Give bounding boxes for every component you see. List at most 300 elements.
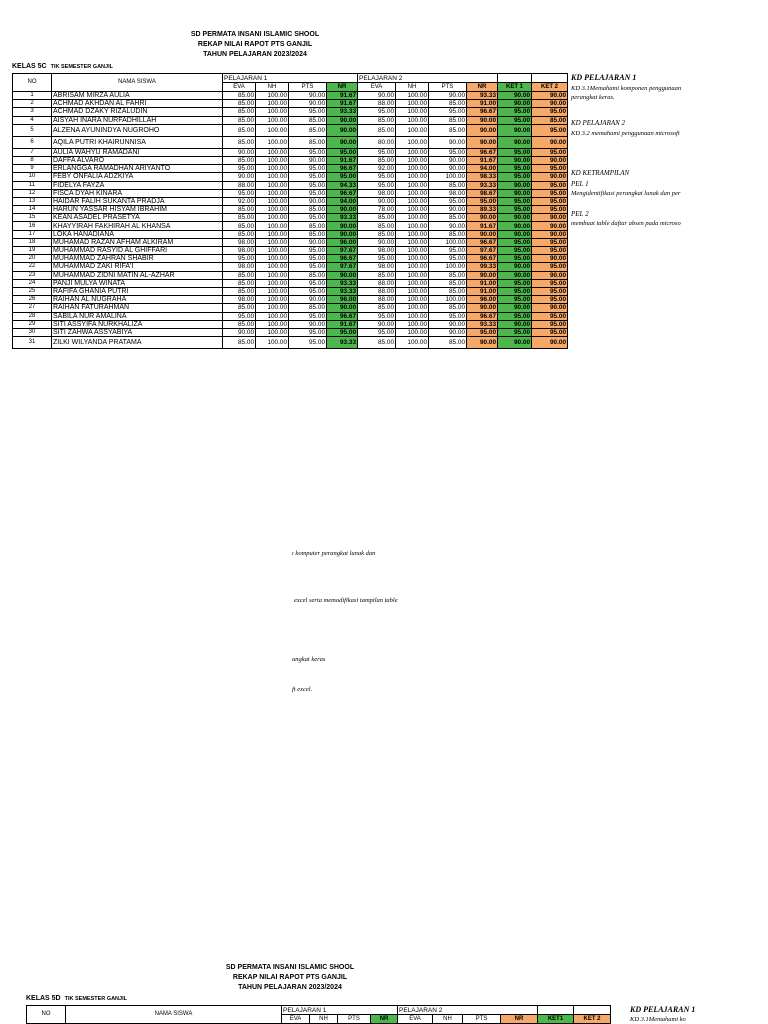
cell-eva-1: 85.00 <box>223 287 256 295</box>
cell-name: DAFFA ALVARO <box>52 156 223 164</box>
cell-name: AULIA WAHYU RAMADANI <box>52 148 223 156</box>
header-nh-1: NH <box>310 1015 338 1024</box>
header-nr-1: NR <box>327 83 358 92</box>
cell-nr-2: 91.00 <box>467 287 498 295</box>
cell-eva-1: 85.00 <box>223 271 256 279</box>
cell-pts-1: 85.00 <box>289 222 327 230</box>
cell-eva-1: 85.00 <box>223 206 256 214</box>
cell-ket-1: 95.00 <box>498 197 532 205</box>
cell-name: HAIDAR FALIH SUKANTA PRADJA <box>52 197 223 205</box>
cell-eva-2: 92.00 <box>358 165 396 173</box>
cell-nr-2: 96.67 <box>467 238 498 246</box>
table-row <box>13 165 568 173</box>
cell-nr-2: 90.00 <box>467 304 498 312</box>
cell-ket-1: 90.00 <box>498 124 532 136</box>
cell-nr-2: 96.67 <box>467 255 498 263</box>
cell-pts-2: 95.00 <box>429 148 467 156</box>
overflow-fragment: ft excel. <box>292 686 313 693</box>
cell-eva-2: 88.00 <box>358 100 396 108</box>
cell-pts-1: 95.00 <box>289 214 327 222</box>
cell-no: 18 <box>13 238 52 246</box>
cell-name: AISYAH INARA NURFADHILLAH <box>52 116 223 124</box>
cell-nh-1: 100.00 <box>256 100 289 108</box>
cell-eva-2: 85.00 <box>358 271 396 279</box>
cell-pts-1: 90.00 <box>289 320 327 328</box>
cell-nh-1: 100.00 <box>256 222 289 230</box>
header-eva-1: EVA <box>223 83 256 92</box>
cell-nh-2: 100.00 <box>396 304 429 312</box>
cell-eva-2: 85.00 <box>358 214 396 222</box>
header-pts-2: PTS <box>463 1015 501 1024</box>
cell-ket-2: 90.00 <box>532 173 568 181</box>
cell-nr-2: 90.00 <box>467 271 498 279</box>
cell-nh-1: 100.00 <box>256 279 289 287</box>
cell-name: FISCA DYAH KINARA <box>52 189 223 197</box>
table-row <box>13 222 568 230</box>
cell-nr-1: 90.00 <box>327 206 358 214</box>
cell-nh-2: 100.00 <box>396 181 429 189</box>
cell-ket-2: 90.00 <box>532 304 568 312</box>
cell-ket-2: 90.00 <box>532 214 568 222</box>
cell-eva-2: 95.00 <box>358 108 396 116</box>
cell-nh-2: 100.00 <box>396 100 429 108</box>
cell-eva-2: 78.00 <box>358 206 396 214</box>
cell-nh-1: 100.00 <box>256 255 289 263</box>
cell-ket-2: 95.00 <box>532 189 568 197</box>
cell-eva-1: 85.00 <box>223 124 256 136</box>
cell-eva-1: 85.00 <box>223 156 256 164</box>
cell-ket-1: 95.00 <box>498 238 532 246</box>
cell-nr-1: 93.33 <box>327 214 358 222</box>
cell-name: KEAN ASADEL PRASETYA <box>52 214 223 222</box>
cell-eva-1: 88.00 <box>223 181 256 189</box>
cell-ket-1: 90.00 <box>498 156 532 164</box>
header-pelajaran-2: PELAJARAN 2 <box>358 74 498 83</box>
cell-no: 20 <box>13 255 52 263</box>
cell-pts-1: 85.00 <box>289 116 327 124</box>
cell-eva-1: 85.00 <box>223 108 256 116</box>
kd-3-1-text: KD 3.1Memahami ko <box>630 1016 686 1023</box>
header-name: NAMA SISWA <box>52 74 223 92</box>
cell-nh-2: 100.00 <box>396 136 429 148</box>
cell-nh-1: 100.00 <box>256 148 289 156</box>
cell-nr-1: 91.67 <box>327 92 358 100</box>
cell-ket-1: 90.00 <box>498 189 532 197</box>
cell-pts-2: 100.00 <box>429 263 467 271</box>
cell-ket-2: 95.00 <box>532 287 568 295</box>
cell-ket-2: 95.00 <box>532 263 568 271</box>
cell-nh-1: 100.00 <box>256 247 289 255</box>
cell-nr-1: 93.33 <box>327 287 358 295</box>
cell-no: 13 <box>13 197 52 205</box>
cell-pts-1: 85.00 <box>289 124 327 136</box>
cell-nr-2: 95.00 <box>467 328 498 336</box>
cell-name: MUHAMMAD ZAKI RIFA'I <box>52 263 223 271</box>
cell-eva-1: 95.00 <box>223 255 256 263</box>
cell-pts-2: 90.00 <box>429 156 467 164</box>
cell-nh-2: 100.00 <box>396 197 429 205</box>
cell-nr-2: 96.67 <box>467 312 498 320</box>
cell-eva-1: 95.00 <box>223 312 256 320</box>
cell-pts-2: 95.00 <box>429 247 467 255</box>
table-row <box>13 230 568 238</box>
cell-name: RAIHAN FATURAHMAN <box>52 304 223 312</box>
cell-nr-1: 94.33 <box>327 181 358 189</box>
class-label <box>26 995 127 1002</box>
cell-nh-1: 100.00 <box>256 312 289 320</box>
cell-nr-1: 90.00 <box>327 304 358 312</box>
cell-nr-1: 93.33 <box>327 279 358 287</box>
table-row <box>13 255 568 263</box>
cell-no: 9 <box>13 165 52 173</box>
cell-pts-1: 95.00 <box>289 337 327 349</box>
subject-label: TIK SEMESTER GANJIL <box>50 64 113 70</box>
cell-ket-2: 90.00 <box>532 92 568 100</box>
grade-table <box>12 73 568 349</box>
table-row <box>13 108 568 116</box>
cell-pts-2: 100.00 <box>429 238 467 246</box>
cell-pts-2: 85.00 <box>429 279 467 287</box>
cell-nh-1: 100.00 <box>256 263 289 271</box>
cell-nh-1: 100.00 <box>256 238 289 246</box>
cell-nr-1: 90.00 <box>327 116 358 124</box>
overflow-fragment: angkat keras <box>292 656 326 663</box>
cell-no: 16 <box>13 222 52 230</box>
cell-pts-1: 95.00 <box>289 148 327 156</box>
cell-pts-1: 90.00 <box>289 156 327 164</box>
cell-eva-2: 85.00 <box>358 222 396 230</box>
cell-name: ACHMAD AKHDAN AL FAHRI <box>52 100 223 108</box>
cell-ket-2: 95.00 <box>532 328 568 336</box>
cell-pts-1: 95.00 <box>289 287 327 295</box>
cell-nr-1: 95.00 <box>327 173 358 181</box>
cell-nh-1: 100.00 <box>256 230 289 238</box>
cell-eva-2: 95.00 <box>358 312 396 320</box>
header-eva-2: EVA <box>358 83 396 92</box>
cell-no: 23 <box>13 271 52 279</box>
cell-nr-1: 96.00 <box>327 238 358 246</box>
cell-eva-2: 90.00 <box>358 320 396 328</box>
cell-pts-2: 95.00 <box>429 197 467 205</box>
cell-eva-1: 92.00 <box>223 197 256 205</box>
cell-pts-1: 95.00 <box>289 255 327 263</box>
table-row <box>13 238 568 246</box>
cell-nh-2: 100.00 <box>396 156 429 164</box>
cell-ket-2: 90.00 <box>532 271 568 279</box>
cell-pts-2: 85.00 <box>429 230 467 238</box>
cell-eva-2: 90.00 <box>358 197 396 205</box>
cell-nh-1: 100.00 <box>256 136 289 148</box>
cell-no: 19 <box>13 247 52 255</box>
cell-nh-2: 100.00 <box>396 222 429 230</box>
cell-ket-2: 95.00 <box>532 197 568 205</box>
table-row <box>13 312 568 320</box>
cell-eva-1: 85.00 <box>223 304 256 312</box>
cell-name: HARUN YASSAR HISYAM IBRAHIM <box>52 206 223 214</box>
class-label <box>12 63 113 70</box>
cell-nr-2: 90.00 <box>467 116 498 124</box>
cell-nr-2: 90.00 <box>467 136 498 148</box>
cell-pts-2: 85.00 <box>429 100 467 108</box>
cell-eva-2: 80.00 <box>358 136 396 148</box>
overflow-fragment: excel serta memodifikasi tampilan table <box>294 597 398 604</box>
header-nh-1: NH <box>256 83 289 92</box>
cell-nr-2: 96.67 <box>467 148 498 156</box>
cell-pts-2: 98.00 <box>429 189 467 197</box>
cell-ket-2: 95.00 <box>532 124 568 136</box>
cell-ket-2: 85.00 <box>532 116 568 124</box>
cell-eva-2: 98.00 <box>358 247 396 255</box>
table-row <box>13 247 568 255</box>
cell-nr-1: 97.67 <box>327 247 358 255</box>
cell-pts-1: 95.00 <box>289 247 327 255</box>
cell-nr-2: 93.33 <box>467 92 498 100</box>
kd-3-1-cont: perangkat keras. <box>571 94 615 101</box>
cell-nr-1: 96.67 <box>327 165 358 173</box>
kd-ketrampilan-heading: KD KETRAMPILAN <box>571 169 630 177</box>
header-nh-2: NH <box>396 83 429 92</box>
cell-nr-2: 90.00 <box>467 230 498 238</box>
cell-nr-1: 91.67 <box>327 100 358 108</box>
cell-pts-1: 85.00 <box>289 304 327 312</box>
table-row <box>13 287 568 295</box>
cell-nh-2: 100.00 <box>396 124 429 136</box>
cell-eva-1: 85.00 <box>223 222 256 230</box>
sheet1-title <box>150 30 360 60</box>
cell-no: 15 <box>13 214 52 222</box>
cell-eva-1: 90.00 <box>223 173 256 181</box>
header-no: NO <box>13 74 52 92</box>
cell-ket-1: 90.00 <box>498 304 532 312</box>
cell-pts-1: 95.00 <box>289 189 327 197</box>
cell-name: MUHAMAD RAZAN AFHAM ALKIRAM <box>52 238 223 246</box>
cell-name: ZILKI WILYANDA PRATAMA <box>52 337 223 349</box>
cell-nr-2: 93.33 <box>467 320 498 328</box>
cell-nr-1: 97.67 <box>327 263 358 271</box>
cell-pts-2: 90.00 <box>429 165 467 173</box>
cell-ket-1: 95.00 <box>498 108 532 116</box>
cell-eva-1: 85.00 <box>223 100 256 108</box>
cell-no: 5 <box>13 124 52 136</box>
cell-eva-2: 95.00 <box>358 173 396 181</box>
header-ket-1: KET 1 <box>498 83 532 92</box>
cell-pts-1: 90.00 <box>289 92 327 100</box>
cell-nr-2: 99.33 <box>467 263 498 271</box>
cell-eva-2: 88.00 <box>358 296 396 304</box>
cell-ket-1: 95.00 <box>498 116 532 124</box>
cell-ket-1: 90.00 <box>498 271 532 279</box>
cell-nh-1: 100.00 <box>256 320 289 328</box>
cell-nr-1: 90.00 <box>327 271 358 279</box>
pel-2-desc: membuat table daftar absen pada microso <box>571 220 681 227</box>
cell-pts-1: 95.00 <box>289 263 327 271</box>
cell-nh-2: 100.00 <box>396 206 429 214</box>
cell-nr-2: 98.33 <box>467 173 498 181</box>
header-nr-2: NR <box>501 1015 538 1024</box>
table-row <box>13 148 568 156</box>
cell-nh-1: 100.00 <box>256 214 289 222</box>
cell-pts-2: 90.00 <box>429 328 467 336</box>
cell-eva-2: 98.00 <box>358 263 396 271</box>
cell-name: MUHAMMAD ZIDNI MATIN AL-AZHAR <box>52 271 223 279</box>
table-row <box>13 296 568 304</box>
cell-no: 7 <box>13 148 52 156</box>
cell-eva-1: 95.00 <box>223 165 256 173</box>
cell-nh-2: 100.00 <box>396 263 429 271</box>
cell-nh-2: 100.00 <box>396 320 429 328</box>
cell-nh-1: 100.00 <box>256 165 289 173</box>
table-row <box>13 271 568 279</box>
table-row <box>13 279 568 287</box>
cell-ket-2: 95.00 <box>532 206 568 214</box>
header-ket-2: KET 2 <box>574 1015 611 1024</box>
cell-nr-2: 97.67 <box>467 247 498 255</box>
cell-nh-1: 100.00 <box>256 189 289 197</box>
pel-1-label: PEL 1 <box>571 180 589 188</box>
cell-ket-1: 95.00 <box>498 296 532 304</box>
cell-name: RAIHAN AL NUGRAHA <box>52 296 223 304</box>
academic-year: TAHUN PELAJARAN 2023/2024 <box>238 984 342 991</box>
cell-no: 14 <box>13 206 52 214</box>
cell-pts-2: 95.00 <box>429 108 467 116</box>
cell-ket-2: 95.00 <box>532 165 568 173</box>
cell-nr-2: 89.33 <box>467 206 498 214</box>
cell-nr-1: 90.00 <box>327 230 358 238</box>
cell-name: PANJI MULYA WINATA <box>52 279 223 287</box>
cell-ket-1: 95.00 <box>498 287 532 295</box>
cell-nh-2: 100.00 <box>396 271 429 279</box>
table-row <box>13 136 568 148</box>
cell-no: 31 <box>13 337 52 349</box>
cell-ket-2: 95.00 <box>532 148 568 156</box>
cell-ket-2: 95.00 <box>532 296 568 304</box>
cell-nh-2: 100.00 <box>396 165 429 173</box>
cell-eva-1: 90.00 <box>223 148 256 156</box>
table-row <box>13 116 568 124</box>
cell-pts-2: 100.00 <box>429 296 467 304</box>
cell-eva-2: 85.00 <box>358 304 396 312</box>
cell-pts-2: 90.00 <box>429 92 467 100</box>
academic-year: TAHUN PELAJARAN 2023/2024 <box>203 51 307 58</box>
header-nr-1: NR <box>371 1015 398 1024</box>
cell-ket-1: 90.00 <box>498 230 532 238</box>
cell-nh-2: 100.00 <box>396 312 429 320</box>
cell-ket-2: 95.00 <box>532 247 568 255</box>
cell-nh-2: 100.00 <box>396 108 429 116</box>
cell-pts-2: 85.00 <box>429 124 467 136</box>
subject-label: TIK SEMESTER GANJIL <box>64 996 127 1002</box>
header-pts-1: PTS <box>338 1015 371 1024</box>
header-blank <box>574 1006 611 1015</box>
cell-nr-1: 91.67 <box>327 156 358 164</box>
cell-nh-2: 100.00 <box>396 287 429 295</box>
cell-eva-1: 85.00 <box>223 230 256 238</box>
cell-eva-1: 85.00 <box>223 92 256 100</box>
cell-nh-2: 100.00 <box>396 214 429 222</box>
cell-pts-2: 85.00 <box>429 214 467 222</box>
cell-nr-1: 96.00 <box>327 296 358 304</box>
pel-1-desc: Mengidentifikasi perangkat lunak dan per <box>571 190 681 197</box>
table-row <box>13 156 568 164</box>
cell-pts-1: 95.00 <box>289 165 327 173</box>
cell-ket-1: 90.00 <box>498 320 532 328</box>
cell-no: 4 <box>13 116 52 124</box>
cell-pts-2: 85.00 <box>429 304 467 312</box>
cell-eva-1: 85.00 <box>223 214 256 222</box>
cell-eva-1: 98.00 <box>223 296 256 304</box>
cell-nr-2: 90.00 <box>467 337 498 349</box>
cell-nh-1: 100.00 <box>256 296 289 304</box>
cell-nh-1: 100.00 <box>256 271 289 279</box>
cell-eva-2: 85.00 <box>358 230 396 238</box>
cell-ket-2: 90.00 <box>532 255 568 263</box>
cell-pts-1: 95.00 <box>289 108 327 116</box>
header-pelajaran-1: PELAJARAN 1 <box>282 1006 398 1015</box>
cell-name: AQILA PUTRI KHAIRUNNISA <box>52 136 223 148</box>
cell-ket-1: 95.00 <box>498 328 532 336</box>
cell-nr-2: 90.00 <box>467 214 498 222</box>
cell-nh-1: 100.00 <box>256 287 289 295</box>
cell-name: ERLANGGA RAMADHAN ARIYANTO <box>52 165 223 173</box>
cell-nr-2: 94.00 <box>467 165 498 173</box>
cell-ket-1: 95.00 <box>498 173 532 181</box>
cell-nr-1: 90.00 <box>327 124 358 136</box>
school-name: SD PERMATA INSANI ISLAMIC SHOOL <box>190 31 320 38</box>
cell-nr-1: 90.00 <box>327 136 358 148</box>
cell-no: 29 <box>13 320 52 328</box>
table-row <box>13 173 568 181</box>
grade-table-2 <box>26 1005 611 1024</box>
cell-nh-1: 100.00 <box>256 124 289 136</box>
cell-nh-2: 100.00 <box>396 116 429 124</box>
cell-nr-1: 96.67 <box>327 189 358 197</box>
cell-nh-2: 100.00 <box>396 148 429 156</box>
cell-nh-2: 100.00 <box>396 189 429 197</box>
cell-name: ALZENA AYUNINDYA NUGROHO <box>52 124 223 136</box>
cell-nr-1: 96.67 <box>327 312 358 320</box>
cell-nh-1: 100.00 <box>256 206 289 214</box>
cell-no: 11 <box>13 181 52 189</box>
cell-pts-2: 85.00 <box>429 116 467 124</box>
cell-no: 25 <box>13 287 52 295</box>
cell-eva-2: 95.00 <box>358 148 396 156</box>
cell-nr-2: 91.67 <box>467 222 498 230</box>
table-row <box>13 100 568 108</box>
cell-no: 6 <box>13 136 52 148</box>
cell-eva-2: 88.00 <box>358 279 396 287</box>
cell-ket-2: 90.00 <box>532 230 568 238</box>
cell-pts-1: 90.00 <box>289 197 327 205</box>
table-row <box>13 206 568 214</box>
header-blank <box>532 74 568 83</box>
cell-ket-1: 90.00 <box>498 136 532 148</box>
cell-name: MUHAMMAD RASYID AL GHIFFARI <box>52 247 223 255</box>
kd-pelajaran-2-heading: KD PELAJARAN 2 <box>571 119 626 127</box>
cell-nr-1: 94.00 <box>327 197 358 205</box>
cell-nh-1: 100.00 <box>256 156 289 164</box>
cell-pts-1: 95.00 <box>289 328 327 336</box>
cell-no: 27 <box>13 304 52 312</box>
cell-name: SITI ZAHWA ASSYABIYA <box>52 328 223 336</box>
cell-nr-1: 91.67 <box>327 320 358 328</box>
cell-pts-1: 95.00 <box>289 173 327 181</box>
cell-pts-1: 85.00 <box>289 136 327 148</box>
cell-nr-2: 90.00 <box>467 124 498 136</box>
table-row <box>13 304 568 312</box>
cell-nr-1: 93.33 <box>327 108 358 116</box>
header-pts-1: PTS <box>289 83 327 92</box>
cell-nr-1: 95.00 <box>327 328 358 336</box>
